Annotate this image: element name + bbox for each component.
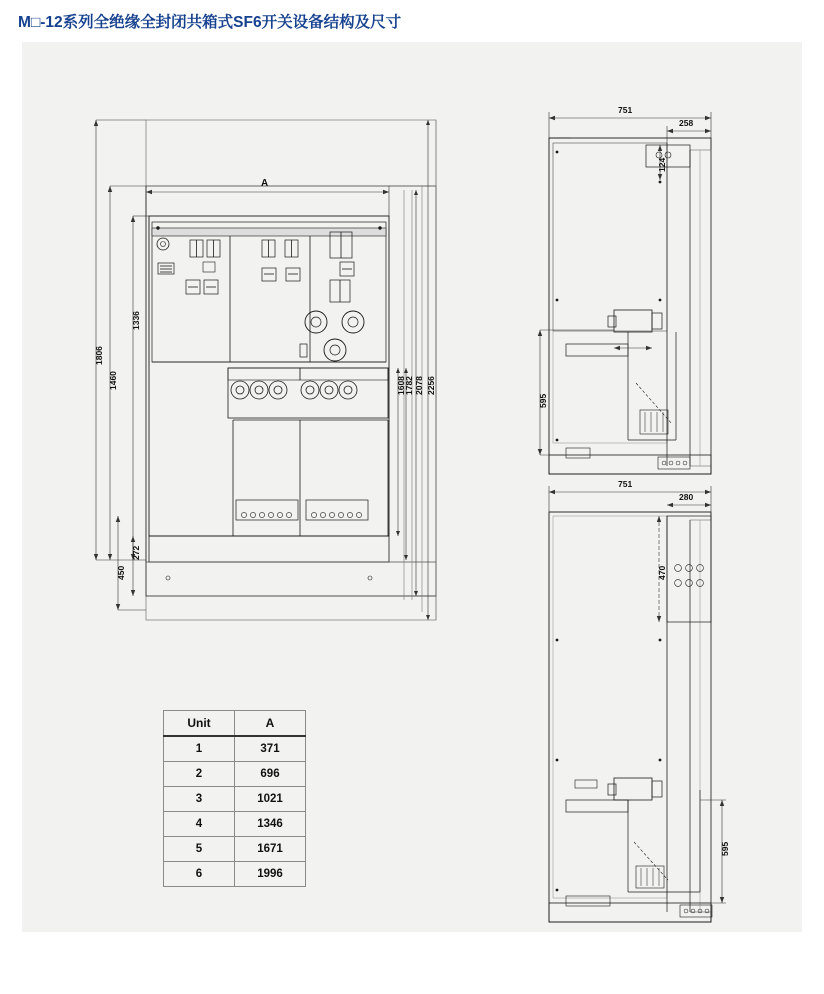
dim-470: 470	[657, 565, 667, 580]
front-view-label-a: A	[261, 178, 269, 189]
table-header-unit: Unit	[164, 711, 235, 737]
cell-unit: 1	[164, 736, 235, 762]
cell-a: 1021	[235, 787, 306, 812]
cell-a: 696	[235, 762, 306, 787]
cell-unit: 2	[164, 762, 235, 787]
cell-unit: 4	[164, 812, 235, 837]
dim-124: 124	[657, 157, 667, 172]
dim-751-bottom: 751	[618, 479, 633, 489]
dim-1608: 1608	[396, 376, 406, 395]
table-row	[164, 862, 306, 887]
dim-595-bottom: 595	[720, 841, 730, 856]
cell-a: 1671	[235, 837, 306, 862]
dim-1782: 1782	[404, 376, 414, 395]
dim-280: 280	[679, 492, 694, 502]
dim-595-top: 595	[538, 393, 548, 408]
table-row	[164, 736, 306, 762]
table-row	[164, 787, 306, 812]
dim-1806: 1806	[94, 346, 104, 365]
cell-a: 1996	[235, 862, 306, 887]
table-header-row	[164, 711, 306, 737]
table-row	[164, 812, 306, 837]
table-header-a: A	[235, 711, 306, 737]
dim-2256: 2256	[426, 376, 436, 395]
table-row	[164, 837, 306, 862]
dim-272: 272	[131, 545, 141, 560]
cell-unit: 5	[164, 837, 235, 862]
dim-1336: 1336	[131, 311, 141, 330]
table-row	[164, 762, 306, 787]
dim-450: 450	[116, 565, 126, 580]
cell-a: 371	[235, 736, 306, 762]
dimension-table	[163, 710, 306, 887]
cell-a: 1346	[235, 812, 306, 837]
dim-1460: 1460	[108, 371, 118, 390]
cell-unit: 6	[164, 862, 235, 887]
cell-unit: 3	[164, 787, 235, 812]
page-title: M□-12系列全绝缘全封闭共箱式SF6开关设备结构及尺寸	[18, 14, 402, 31]
dim-258: 258	[679, 118, 694, 128]
dim-751-top: 751	[618, 105, 633, 115]
dim-2078: 2078	[414, 376, 424, 395]
